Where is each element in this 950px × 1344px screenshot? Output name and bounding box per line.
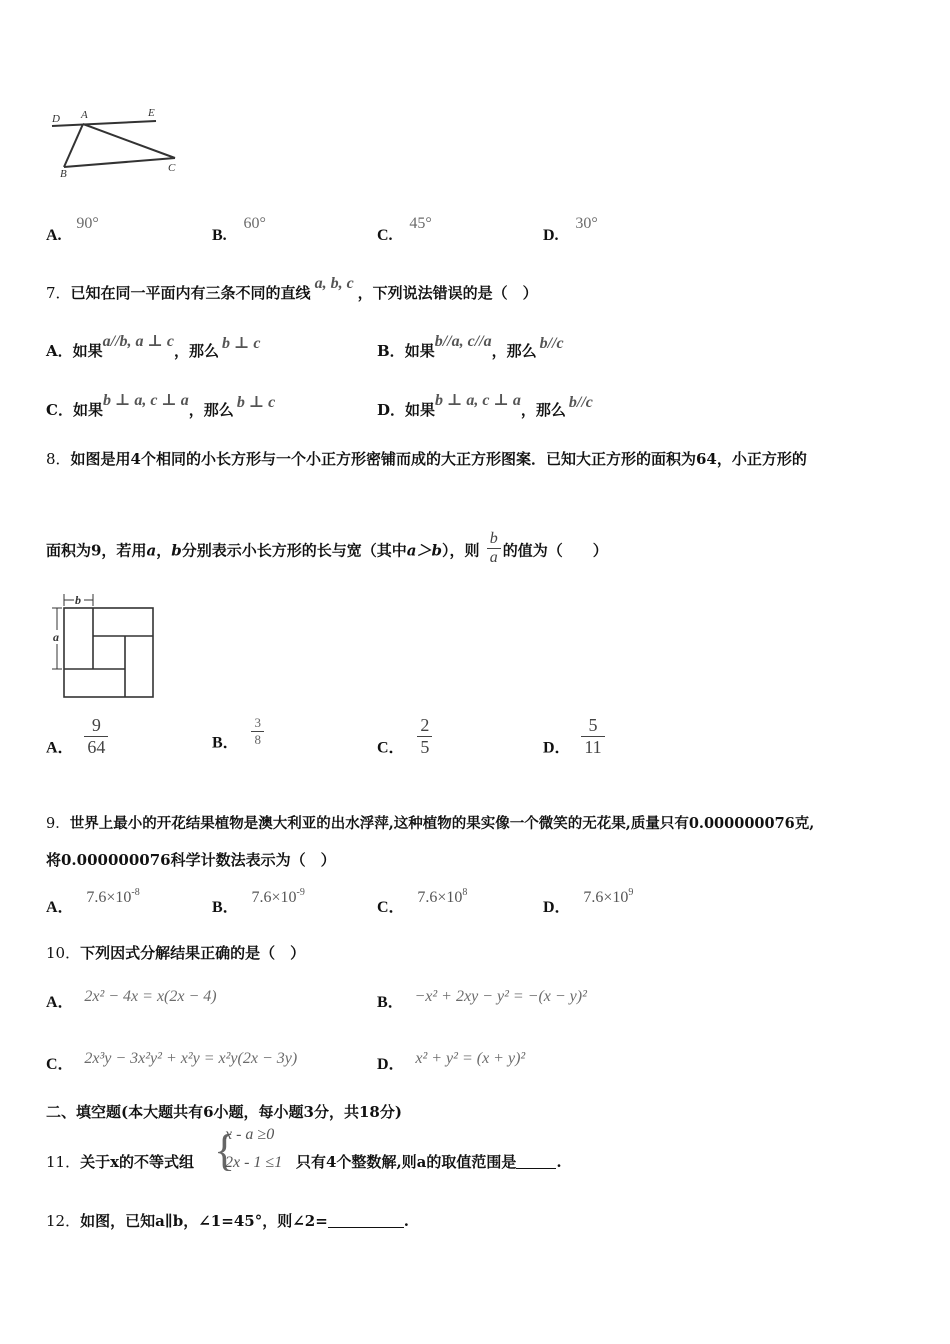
q7-option-c[interactable] — [46, 392, 276, 420]
option-value: 60° — [243, 215, 266, 232]
q11-stem-rest — [296, 1151, 562, 1172]
q12-stem — [46, 1210, 409, 1231]
question-number: 11． — [46, 1153, 81, 1171]
option-then: ，那么 — [520, 401, 566, 419]
question-text: 如图是用4个相同的小长方形与一个小正方形密铺而成的大正方形图案．已知大正方形的面积为64，小正方形的 — [70, 450, 807, 468]
frac-denominator: 8 — [254, 732, 261, 747]
point-d-label: D — [52, 113, 60, 125]
var-b: b — [171, 541, 182, 560]
option-condition: b ⊥ a, c ⊥ a — [102, 392, 189, 409]
q7-option-b[interactable] — [377, 333, 564, 361]
option-result: b ⊥ c — [236, 394, 276, 411]
option-label: B． — [377, 342, 405, 360]
q10-option-c[interactable] — [46, 1045, 298, 1073]
option-label: B． — [212, 734, 239, 752]
sci-exponent: -9 — [296, 887, 305, 898]
question-number: 9． — [46, 816, 70, 832]
question-text: 面积为9，若用 — [46, 541, 147, 560]
point-e-label: E — [148, 107, 155, 119]
option-label: D. — [543, 227, 559, 244]
q7-option-d[interactable] — [377, 392, 593, 420]
sci-exponent: 9 — [628, 887, 634, 898]
option-fraction — [84, 715, 108, 758]
q8-option-b[interactable] — [212, 715, 264, 760]
question-text: ），则 — [441, 541, 480, 560]
q8-stem-line2 — [46, 530, 608, 570]
option-then: ，那么 — [188, 401, 234, 419]
option-expression: 2x² − 4x = x(2x − 4) — [84, 988, 217, 1005]
section-title: 二、填空题(本大题共有6小题，每小题3分，共18分) — [46, 1103, 402, 1121]
q11-stem — [46, 1151, 194, 1172]
option-label: D． — [377, 401, 406, 419]
var-a: a — [146, 541, 157, 560]
option-result: b//c — [568, 394, 593, 411]
point-c-label: C — [168, 162, 176, 174]
option-value: 90° — [76, 215, 99, 232]
inequality-2: 2x - 1 ≤1 — [225, 1154, 283, 1171]
frac-denominator: 64 — [87, 737, 106, 757]
brace: { — [214, 1126, 236, 1175]
option-condition: b//a, c//a — [434, 333, 492, 350]
sci-base: 7.6×10 — [417, 889, 463, 906]
option-fraction — [251, 715, 264, 748]
option-value — [417, 889, 467, 906]
option-value — [251, 889, 304, 906]
q10-option-d[interactable] — [377, 1045, 526, 1073]
option-label: B． — [212, 899, 239, 916]
question-text: 将0.000000076科学计数法表示为（ ） — [46, 851, 336, 869]
sci-exponent: -8 — [131, 887, 140, 898]
dim-a-label: a — [53, 630, 59, 644]
option-fraction — [417, 715, 432, 758]
option-condition: b ⊥ a, c ⊥ a — [435, 392, 521, 409]
option-label: C． — [46, 1056, 74, 1073]
question-number: 7． — [46, 284, 71, 302]
option-label: B． — [377, 994, 404, 1011]
fraction-b-over-a — [487, 530, 501, 567]
option-fraction — [581, 715, 604, 758]
question-text: 如图，已知a∥b，∠1=45°，则∠2= — [80, 1212, 328, 1230]
question-text: 下列因式分解结果正确的是（ ） — [80, 944, 306, 962]
frac-numerator: 2 — [417, 715, 432, 737]
q9-option-b[interactable] — [212, 884, 305, 916]
option-label: B. — [212, 227, 227, 244]
option-if: 如果 — [72, 342, 103, 360]
question-text-end: ，下列说法错误的是（ ） — [357, 284, 538, 302]
option-expression: x² + y² = (x + y)² — [415, 1050, 526, 1067]
option-expression: −x² + 2xy − y² = −(x − y)² — [414, 988, 587, 1005]
option-then: ，那么 — [174, 342, 220, 360]
option-label: A． — [46, 899, 74, 916]
q6-option-b[interactable] — [212, 214, 266, 244]
sci-base: 7.6×10 — [251, 889, 297, 906]
option-then: ，那么 — [491, 342, 537, 360]
q7-stem — [46, 275, 538, 303]
q6-option-d[interactable] — [543, 214, 598, 244]
period: . — [556, 1153, 562, 1171]
frac-denominator: 5 — [420, 737, 430, 757]
q7-option-a[interactable] — [46, 333, 261, 361]
option-if: 如果 — [405, 401, 436, 419]
q10-stem — [46, 942, 305, 963]
q8-option-d[interactable] — [543, 715, 605, 770]
option-value — [583, 889, 633, 906]
question-text: 的值为（ ） — [502, 541, 608, 560]
option-label: C. — [377, 227, 393, 244]
question-text: 关于x的不等式组 — [80, 1153, 195, 1171]
sci-exponent: 8 — [462, 887, 468, 898]
dim-b-label: b — [75, 593, 81, 607]
option-label: A． — [46, 342, 73, 360]
frac-numerator: 3 — [251, 715, 264, 732]
frac-denominator: 11 — [584, 737, 602, 757]
option-label: C． — [46, 401, 73, 419]
option-label: C． — [377, 899, 405, 916]
q9-option-d[interactable] — [543, 884, 634, 916]
question-math: a, b, c — [314, 275, 354, 292]
q10-option-a[interactable] — [46, 983, 217, 1011]
answer-blank[interactable] — [516, 1154, 556, 1169]
option-label: D． — [377, 1056, 405, 1073]
point-a-label: A — [81, 109, 88, 121]
option-label: A． — [46, 994, 74, 1011]
option-condition: a//b, a ⊥ c — [102, 333, 175, 350]
frac-numerator: 5 — [581, 715, 604, 737]
question-number: 12． — [46, 1212, 81, 1230]
sci-base: 7.6×10 — [583, 889, 629, 906]
q6-option-a[interactable] — [46, 214, 99, 244]
option-if: 如果 — [404, 342, 435, 360]
comparison: a＞b — [406, 541, 442, 560]
frac-denominator: a — [489, 549, 498, 566]
period: . — [403, 1212, 409, 1230]
option-label: A． — [46, 739, 74, 757]
triangle-figure — [44, 100, 194, 185]
q8-option-c[interactable] — [377, 715, 432, 770]
frac-numerator: b — [487, 530, 501, 549]
question-text: ， — [156, 541, 172, 560]
point-b-label: B — [60, 168, 67, 180]
option-label: D． — [543, 739, 571, 757]
q8-stem-line1 — [46, 448, 807, 469]
option-value: 45° — [409, 215, 432, 232]
q8-option-a[interactable] — [46, 715, 108, 770]
q10-option-b[interactable] — [377, 983, 587, 1011]
frac-numerator: 9 — [84, 715, 108, 737]
answer-blank[interactable] — [328, 1213, 404, 1228]
q9-stem-line2 — [46, 849, 336, 870]
question-text: 世界上最小的开花结果植物是澳大利亚的出水浮萍,这种植物的果实像一个微笑的无花果,质量只有0.000000076克, — [69, 815, 815, 832]
question-number: 10． — [46, 944, 81, 962]
question-number: 8． — [46, 450, 71, 468]
option-label: D． — [543, 899, 571, 916]
q9-option-a[interactable] — [46, 884, 140, 916]
question-text: 已知在同一平面内有三条不同的直线 — [70, 284, 311, 302]
option-value — [86, 889, 139, 906]
inequality-1: x - a ≥0 — [225, 1126, 275, 1143]
question-text: 分别表示小长方形的长与宽（其中 — [181, 541, 407, 560]
option-expression: 2x³y − 3x²y² + x²y = x²y(2x − 3y) — [84, 1050, 298, 1067]
rectangle-tiling-figure — [44, 592, 159, 702]
q9-option-c[interactable] — [377, 884, 468, 916]
option-label: C． — [377, 739, 405, 757]
question-text: 只有4个整数解,则a的取值范围是 — [296, 1153, 517, 1171]
option-result: b//c — [539, 335, 564, 352]
option-label: A. — [46, 227, 62, 244]
q6-option-c[interactable] — [377, 214, 432, 244]
q9-stem-line1 — [46, 812, 814, 833]
option-if: 如果 — [72, 401, 103, 419]
option-result: b ⊥ c — [222, 335, 261, 352]
option-value: 30° — [575, 215, 598, 232]
sci-base: 7.6×10 — [86, 889, 132, 906]
